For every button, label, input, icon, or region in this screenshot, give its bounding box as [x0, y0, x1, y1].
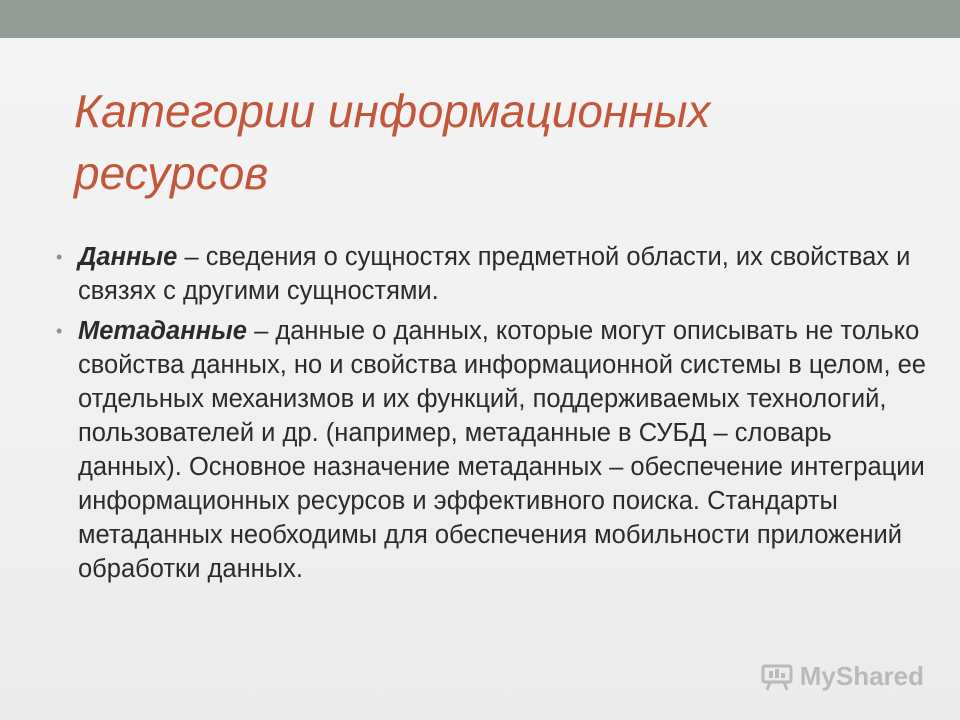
bullet-term: Метаданные — [78, 317, 247, 345]
bullet-item-metadata — [56, 314, 926, 586]
bullet-dot-icon: • — [56, 321, 63, 341]
watermark-brand: MyShared — [799, 661, 924, 691]
bullet-term: Данные — [78, 243, 178, 271]
presentation-board-icon — [760, 663, 794, 691]
bullet-dot-icon: • — [56, 247, 63, 267]
slide-title: Категории информационных ресурсов — [74, 85, 711, 199]
watermark — [760, 661, 924, 692]
top-bar — [0, 0, 960, 38]
bullet-text: – сведения о сущностях предметной области, их свойствах и связях с другими сущностями. — [78, 243, 911, 305]
bullet-item-data — [56, 240, 926, 308]
bullet-list — [56, 240, 926, 592]
bullet-text: – данные о данных, которые могут описывать не только свойства данных, но и свойства информационной системы в целом, ее отдельных механизмов и их функций, поддерживаемых технологий, пользователей и др. (например, метаданные в СУБД – словарь данных). Основное назначение метаданных – обеспечение интеграции информационных ресурсов и эффективного поиска. Стандарты метаданных необходимы для обеспечения мобильности приложений обработки данных. — [78, 317, 926, 583]
